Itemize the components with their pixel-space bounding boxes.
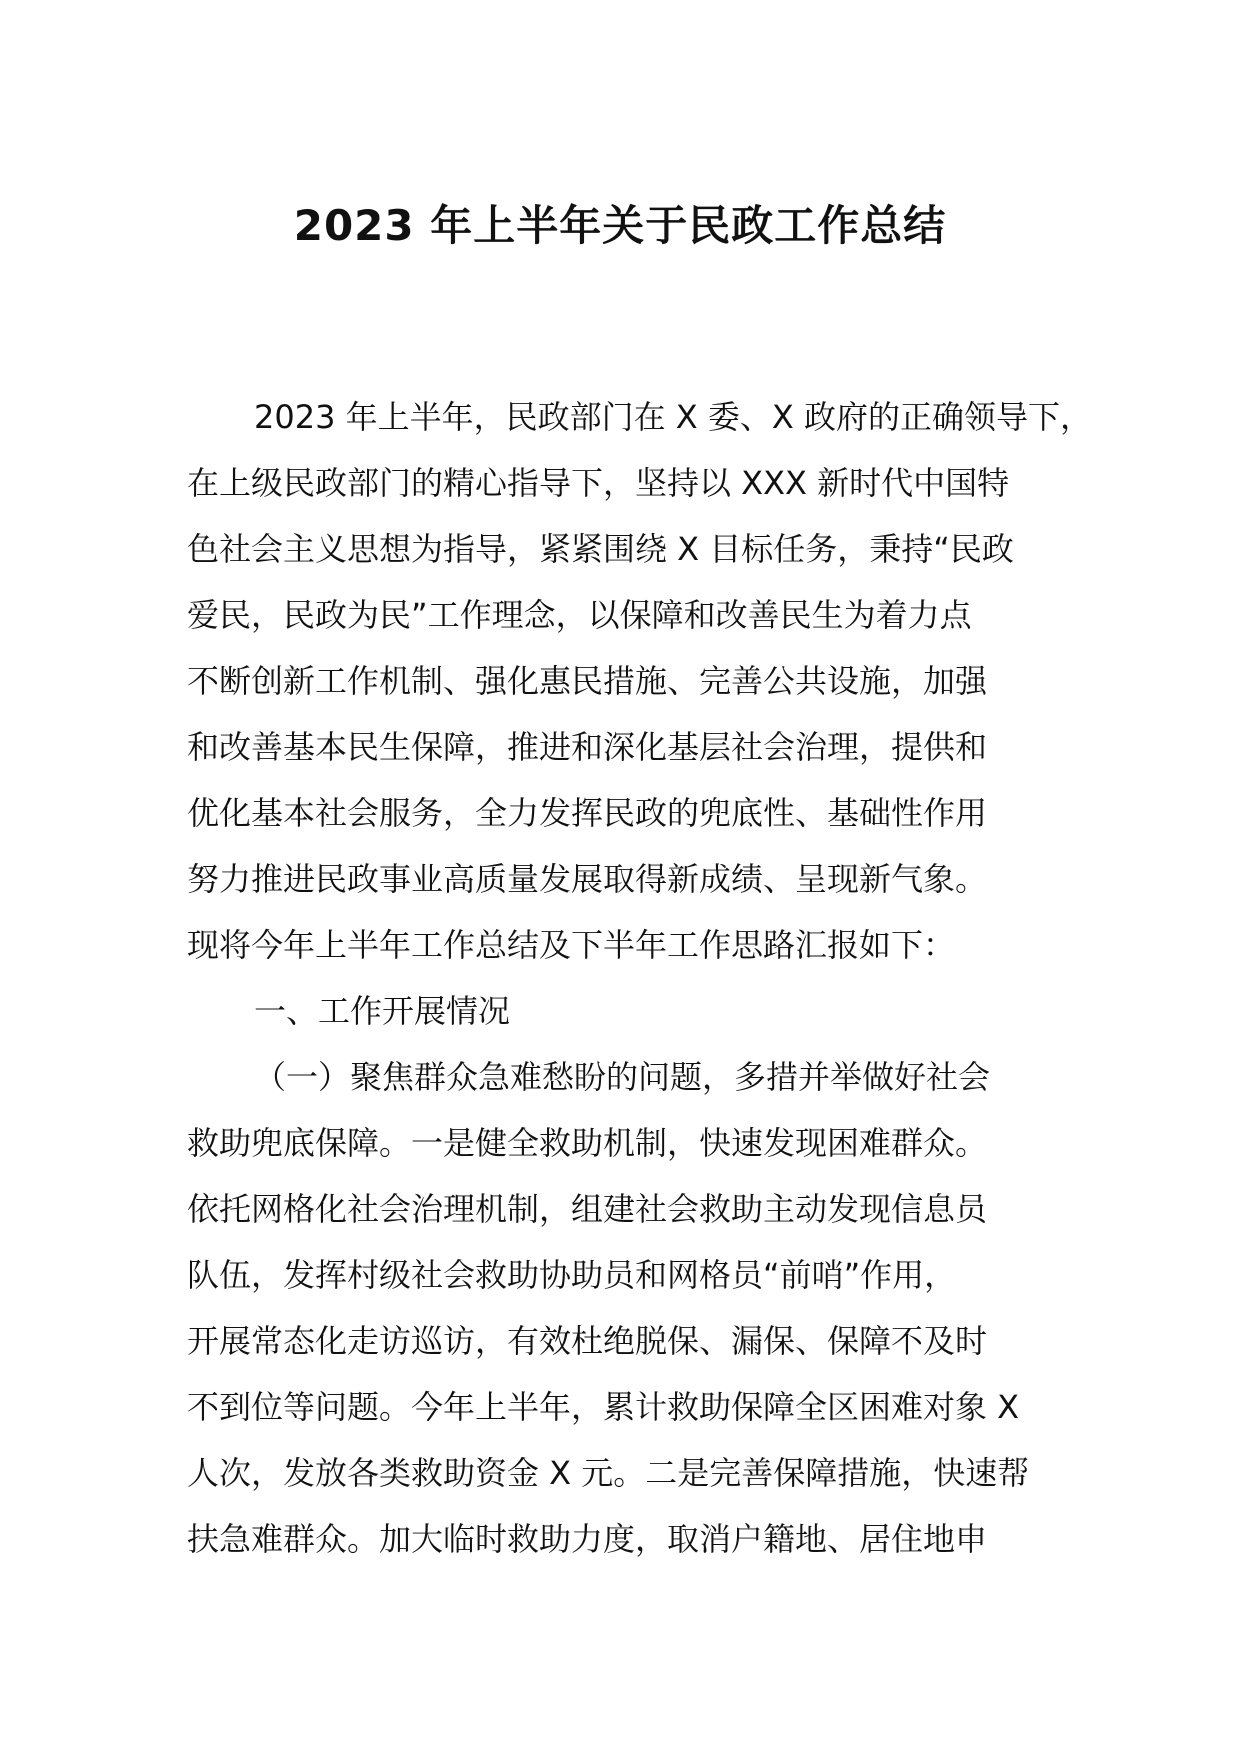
paragraph-line: 不断创新工作机制、强化惠民措施、完善公共设施，加强	[187, 662, 988, 700]
paragraph-line: 和改善基本民生保障，推进和深化基层社会治理，提供和	[187, 728, 988, 766]
paragraph-line: 队伍，发挥村级社会救助协助员和网格员“前哨”作用，	[187, 1256, 957, 1294]
paragraph-line: 2023 年上半年，民政部门在 X 委、X 政府的正确领导下，	[254, 398, 1092, 436]
paragraph-line: 依托网格化社会治理机制，组建社会救助主动发现信息员	[187, 1190, 988, 1228]
paragraph-line: 努力推进民政事业高质量发展取得新成绩、呈现新气象。	[187, 860, 988, 898]
document-title: 2023 年上半年关于民政工作总结	[293, 201, 947, 250]
document-body	[187, 384, 1092, 1572]
paragraph-line: 扶急难群众。加大临时救助力度，取消户籍地、居住地申	[187, 1520, 988, 1558]
paragraph-line: 救助兜底保障。一是健全救助机制，快速发现困难群众。	[187, 1124, 988, 1162]
paragraph-line: 现将今年上半年工作总结及下半年工作思路汇报如下：	[187, 926, 956, 964]
paragraph-line: 人次，发放各类救助资金 X 元。二是完善保障措施，快速帮	[187, 1454, 1030, 1492]
paragraph-line: 开展常态化走访巡访，有效杜绝脱保、漏保、保障不及时	[187, 1322, 988, 1360]
section-heading: 一、工作开展情况	[254, 992, 511, 1030]
paragraph-line: 在上级民政部门的精心指导下，坚持以 XXX 新时代中国特	[187, 464, 1010, 502]
paragraph-line: （一）聚焦群众急难愁盼的问题，多措并举做好社会	[254, 1058, 991, 1096]
paragraph-line: 色社会主义思想为指导，紧紧围绕 X 目标任务，秉持“民政	[187, 530, 1014, 568]
paragraph-line: 爱民，民政为民”工作理念，以保障和改善民生为着力点	[187, 596, 972, 634]
paragraph-line: 优化基本社会服务，全力发挥民政的兜底性、基础性作用	[187, 794, 988, 832]
paragraph-line: 不到位等问题。今年上半年，累计救助保障全区困难对象 X	[187, 1388, 1020, 1426]
